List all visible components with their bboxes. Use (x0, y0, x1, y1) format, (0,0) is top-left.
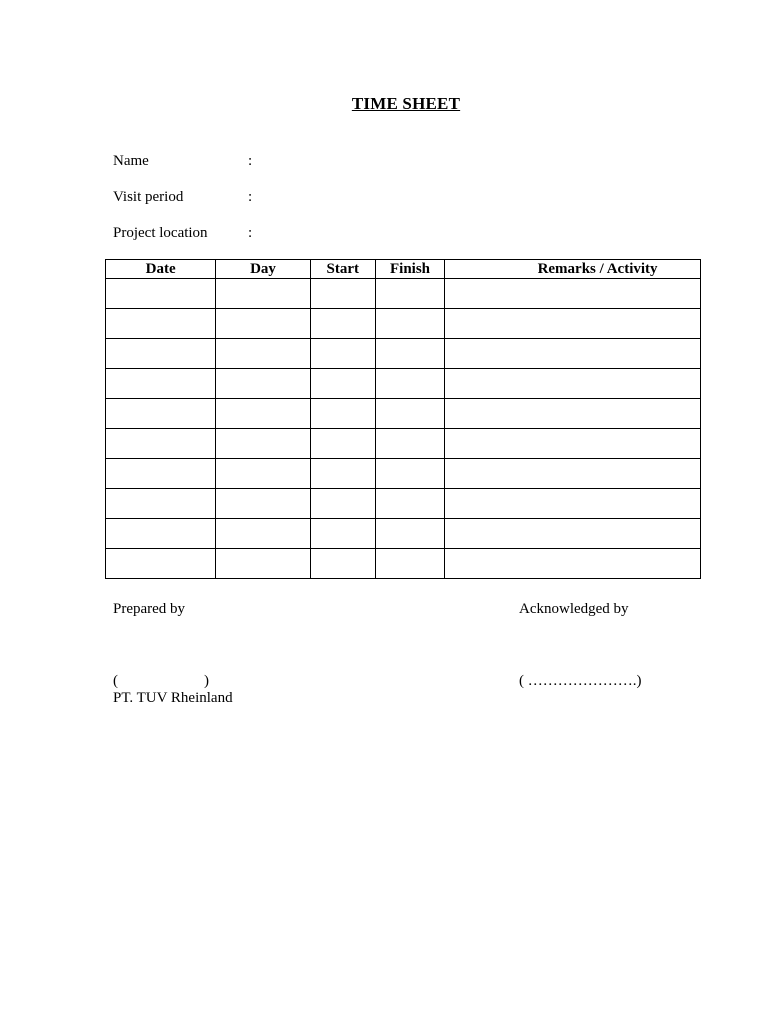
table-row (106, 369, 701, 399)
prepared-paren-open: ( (113, 673, 118, 689)
table-cell-date[interactable] (106, 459, 216, 489)
table-cell-finish[interactable] (375, 549, 444, 579)
table-cell-start[interactable] (310, 549, 375, 579)
field-visit-period-label: Visit period (113, 189, 184, 205)
table-cell-day[interactable] (216, 399, 310, 429)
table-cell-remarks[interactable] (445, 309, 701, 339)
table-cell-remarks[interactable] (445, 459, 701, 489)
table-cell-day[interactable] (216, 309, 310, 339)
table-row (106, 309, 701, 339)
table-cell-day[interactable] (216, 459, 310, 489)
table-cell-finish[interactable] (375, 309, 444, 339)
table-cell-day[interactable] (216, 429, 310, 459)
acknowledged-signature-line: ( ………………….) (519, 673, 642, 689)
table-cell-day[interactable] (216, 279, 310, 309)
table-cell-finish[interactable] (375, 459, 444, 489)
table-row (106, 519, 701, 549)
table-cell-finish[interactable] (375, 519, 444, 549)
timesheet-table (105, 259, 701, 579)
table-row (106, 549, 701, 579)
table-cell-remarks[interactable] (445, 549, 701, 579)
table-cell-start[interactable] (310, 279, 375, 309)
table-cell-remarks[interactable] (445, 489, 701, 519)
table-cell-start[interactable] (310, 489, 375, 519)
table-cell-remarks[interactable] (445, 399, 701, 429)
table-cell-date[interactable] (106, 339, 216, 369)
table-cell-finish[interactable] (375, 369, 444, 399)
field-name-label: Name (113, 153, 149, 169)
table-cell-remarks[interactable] (445, 429, 701, 459)
table-cell-date[interactable] (106, 549, 216, 579)
table-cell-remarks[interactable] (445, 519, 701, 549)
field-project-location-separator: : (248, 225, 253, 241)
field-visit-period-separator: : (248, 189, 253, 205)
table-cell-finish[interactable] (375, 279, 444, 309)
field-project-location-label: Project location (113, 225, 208, 241)
prepared-organization: PT. TUV Rheinland (113, 690, 233, 706)
prepared-paren-close: ) (204, 673, 209, 689)
column-header-finish: Finish (375, 260, 444, 279)
table-cell-start[interactable] (310, 399, 375, 429)
table-cell-start[interactable] (310, 339, 375, 369)
table-cell-day[interactable] (216, 339, 310, 369)
table-cell-finish[interactable] (375, 339, 444, 369)
table-cell-date[interactable] (106, 309, 216, 339)
table-cell-start[interactable] (310, 459, 375, 489)
table-row (106, 339, 701, 369)
table-row (106, 279, 701, 309)
table-cell-day[interactable] (216, 369, 310, 399)
table-cell-day[interactable] (216, 549, 310, 579)
table-row (106, 429, 701, 459)
table-cell-start[interactable] (310, 309, 375, 339)
table-row (106, 489, 701, 519)
table-cell-start[interactable] (310, 519, 375, 549)
column-header-start: Start (310, 260, 375, 279)
table-cell-date[interactable] (106, 399, 216, 429)
table-cell-day[interactable] (216, 489, 310, 519)
table-cell-start[interactable] (310, 429, 375, 459)
table-cell-date[interactable] (106, 519, 216, 549)
table-cell-finish[interactable] (375, 429, 444, 459)
field-name-separator: : (248, 153, 253, 169)
table-cell-date[interactable] (106, 369, 216, 399)
table-row (106, 399, 701, 429)
table-cell-date[interactable] (106, 429, 216, 459)
table-cell-date[interactable] (106, 279, 216, 309)
column-header-remarks: Remarks / Activity (445, 260, 701, 279)
acknowledged-by-label: Acknowledged by (519, 601, 629, 617)
document-title: TIME SHEET (351, 94, 461, 113)
table-header-row (106, 260, 701, 279)
table-cell-remarks[interactable] (445, 369, 701, 399)
table-cell-start[interactable] (310, 369, 375, 399)
table-cell-remarks[interactable] (445, 339, 701, 369)
table-cell-day[interactable] (216, 519, 310, 549)
table-row (106, 459, 701, 489)
table-cell-finish[interactable] (375, 489, 444, 519)
table-cell-remarks[interactable] (445, 279, 701, 309)
column-header-day: Day (216, 260, 310, 279)
column-header-date: Date (106, 260, 216, 279)
table-cell-finish[interactable] (375, 399, 444, 429)
table-cell-date[interactable] (106, 489, 216, 519)
prepared-by-label: Prepared by (113, 601, 186, 617)
